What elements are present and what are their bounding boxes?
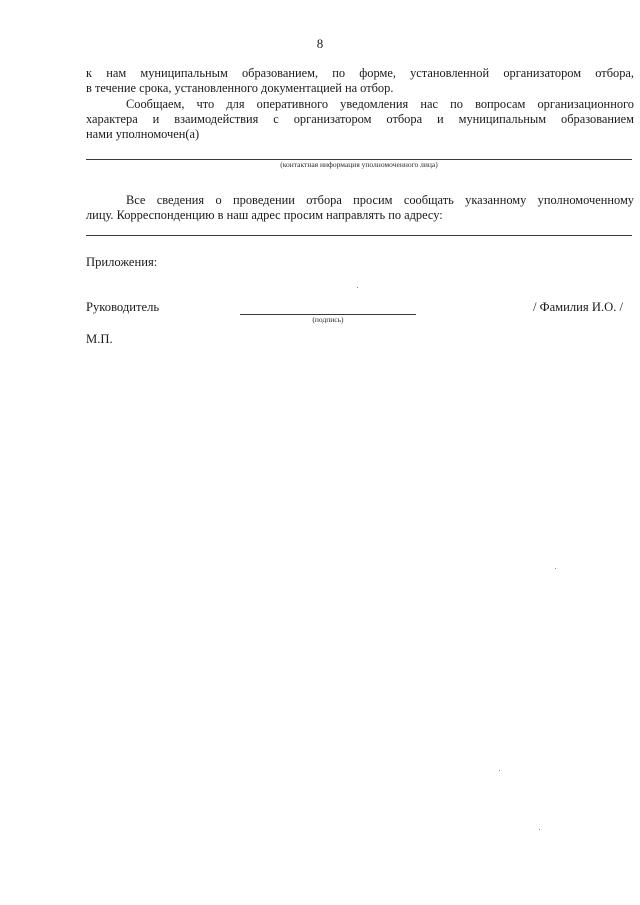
paragraph-line: нами уполномочен(а): [86, 127, 200, 142]
paragraph-line: в течение срока, установленного документацией на отбор.: [86, 81, 394, 96]
paragraph-delivery-terms: [86, 66, 634, 96]
scan-speck: [499, 770, 500, 771]
paragraph-line: Все сведения о проведении отбора просим сообщать указанному уполномоченному: [126, 193, 634, 207]
page-number: 8: [316, 36, 324, 51]
paragraph-line: Сообщаем, что для оперативного уведомления нас по вопросам организационного: [126, 97, 634, 111]
signature-name-label: / Фамилия И.О. /: [533, 300, 623, 314]
paragraph-authorized-person: [86, 97, 634, 143]
paragraph-line: к нам муниципальным образованием, по форме, установленной организатором отбора,: [86, 66, 634, 80]
paragraph-line: характера и взаимодействия с организатором отбора и муниципальным образованием: [86, 112, 634, 127]
signature-caption: (подпись): [312, 315, 344, 324]
scan-speck: [555, 568, 556, 569]
contact-info-caption: (контактная информация уполномоченного лица): [280, 160, 438, 169]
scan-speck: [539, 829, 540, 830]
paragraph-line: лицу. Корреспонденцию в наш адрес просим направлять по адресу:: [86, 208, 443, 223]
paragraph-correspondence: [86, 193, 634, 223]
signature-role-label: Руководитель: [86, 300, 160, 314]
scan-speck: [357, 287, 358, 288]
stamp-label: М.П.: [86, 332, 113, 346]
address-blank-line: [86, 235, 632, 236]
attachments-label: Приложения:: [86, 255, 158, 269]
